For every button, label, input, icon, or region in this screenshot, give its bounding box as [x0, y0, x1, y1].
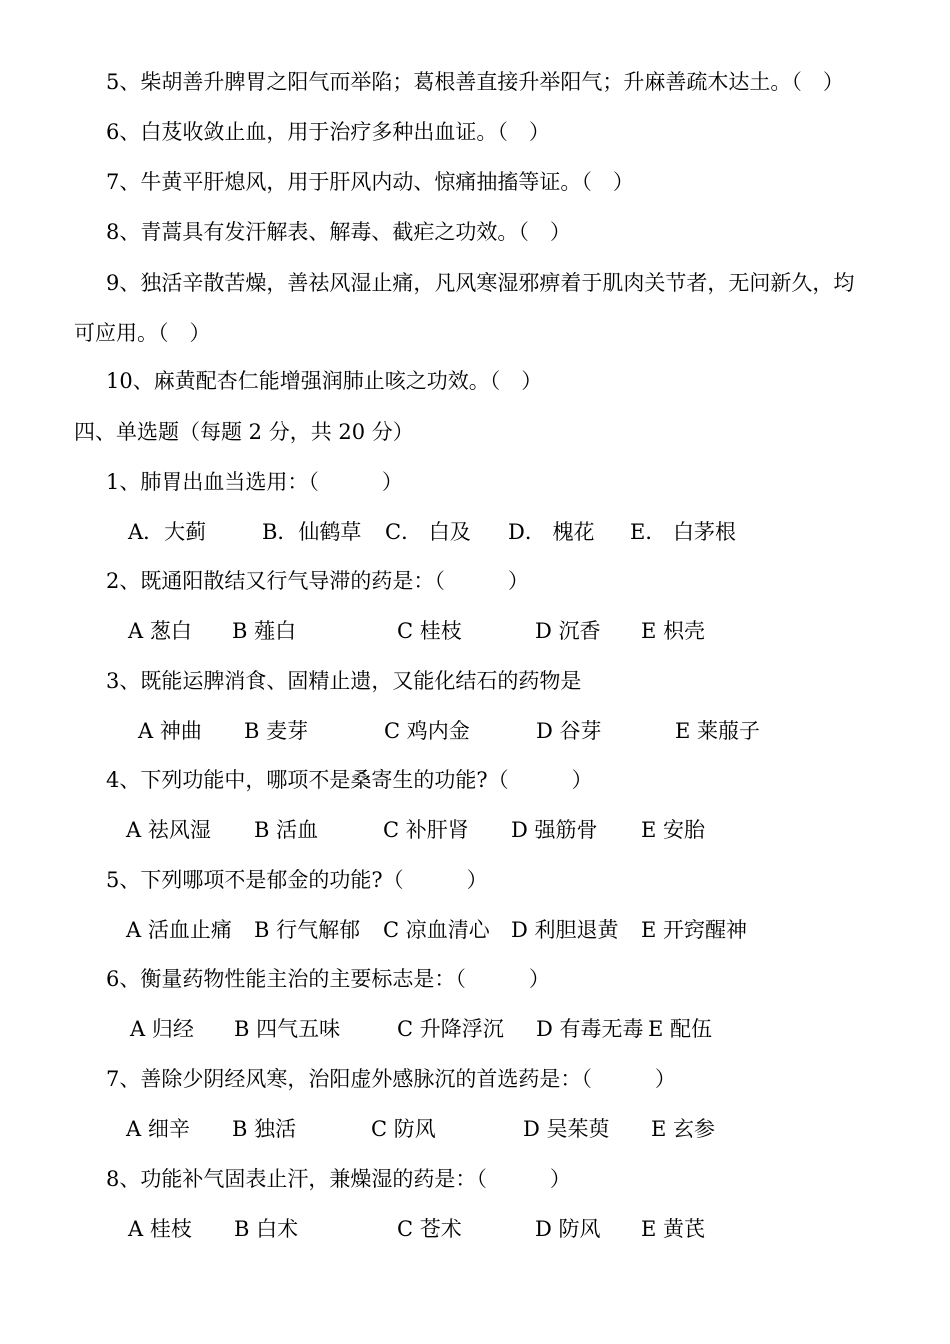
judge-item-8: 8、青蒿具有发汗解表、解毒、截疟之功效。（ ）: [106, 220, 571, 244]
question-8-stem: 8、功能补气固表止汗，兼燥湿的药是：（ ）: [106, 1167, 571, 1191]
question-4-option-a: A 祛风湿: [126, 818, 211, 842]
question-7-option-e: E 玄参: [651, 1117, 716, 1141]
question-6-option-a: A 归经: [130, 1017, 194, 1041]
question-7-option-d: D 吴茱萸: [523, 1117, 610, 1141]
judge-item-9-continued: 可应用。（ ）: [74, 321, 211, 345]
judge-item-7: 7、牛黄平肝熄风，用于肝风内动、惊痛抽搐等证。（ ）: [106, 170, 634, 194]
question-4-option-b: B 活血: [254, 818, 319, 842]
question-5-option-a: A 活血止痛: [126, 918, 232, 942]
question-1-option-d: D． 槐花: [508, 520, 595, 544]
question-3-option-e: E 莱菔子: [675, 719, 761, 743]
question-3-option-a: A 神曲: [138, 719, 202, 743]
question-2-option-e: E 枳壳: [641, 619, 706, 643]
question-1-option-e: E． 白茅根: [630, 520, 737, 544]
question-8-option-e: E 黄芪: [641, 1217, 706, 1241]
judge-item-9: 9、独活辛散苦燥，善祛风湿止痛，凡风寒湿邪痹着于肌肉关节者，无问新久，均: [106, 271, 855, 295]
judge-item-5: 5、柴胡善升脾胃之阳气而举陷；葛根善直接升举阳气；升麻善疏木达土。（ ）: [106, 70, 844, 94]
question-3-option-b: B 麦芽: [244, 719, 309, 743]
question-5-stem: 5、下列哪项不是郁金的功能?（ ）: [106, 868, 488, 892]
question-5-option-d: D 利胆退黄: [511, 918, 619, 942]
question-6-option-c: C 升降浮沉: [397, 1017, 504, 1041]
judge-item-10: 10、麻黄配杏仁能增强润肺止咳之功效。（ ）: [106, 369, 543, 393]
question-2-option-b: B 薤白: [232, 619, 297, 643]
section-heading: 四、单选题（每题 2 分，共 20 分）: [74, 420, 414, 444]
question-5-option-c: C 凉血清心: [383, 918, 490, 942]
question-1-stem: 1、肺胃出血当选用：（ ）: [106, 470, 403, 494]
question-3-option-d: D 谷芽: [536, 719, 602, 743]
question-8-option-a: A 桂枝: [128, 1217, 192, 1241]
question-5-option-e: E 开窍醒神: [641, 918, 748, 942]
question-6-stem: 6、衡量药物性能主治的主要标志是：（ ）: [106, 967, 550, 991]
question-2-stem: 2、既通阳散结又行气导滞的药是：（ ）: [106, 569, 529, 593]
question-4-stem: 4、下列功能中，哪项不是桑寄生的功能?（ ）: [106, 768, 593, 792]
question-1-option-a: A．大蓟: [128, 520, 207, 544]
question-5-option-b: B 行气解郁: [254, 918, 361, 942]
question-8-option-d: D 防风: [535, 1217, 601, 1241]
question-7-option-b: B 独活: [232, 1117, 297, 1141]
question-7-option-a: A 细辛: [126, 1117, 190, 1141]
question-2-option-a: A 葱白: [128, 619, 192, 643]
question-7-stem: 7、善除少阴经风寒，治阳虚外感脉沉的首选药是：（ ）: [106, 1067, 676, 1091]
question-2-option-d: D 沉香: [535, 619, 601, 643]
question-6-option-b: B 四气五味: [234, 1017, 341, 1041]
question-2-option-c: C 桂枝: [397, 619, 462, 643]
judge-item-6: 6、白芨收敛止血，用于治疗多种出血证。（ ）: [106, 120, 550, 144]
question-1-option-c: C． 白及: [385, 520, 471, 544]
question-4-option-e: E 安胎: [641, 818, 706, 842]
question-7-option-c: C 防风: [371, 1117, 436, 1141]
question-8-option-c: C 苍术: [397, 1217, 462, 1241]
question-3-stem: 3、既能运脾消食、固精止遗，又能化结石的药物是: [106, 669, 582, 693]
question-8-option-b: B 白术: [234, 1217, 299, 1241]
question-6-option-d: D 有毒无毒: [536, 1017, 644, 1041]
question-3-option-c: C 鸡内金: [384, 719, 470, 743]
question-4-option-c: C 补肝肾: [383, 818, 469, 842]
question-4-option-d: D 强筋骨: [511, 818, 598, 842]
question-1-option-b: B．仙鹤草: [262, 520, 362, 544]
question-6-option-e: E 配伍: [648, 1017, 713, 1041]
